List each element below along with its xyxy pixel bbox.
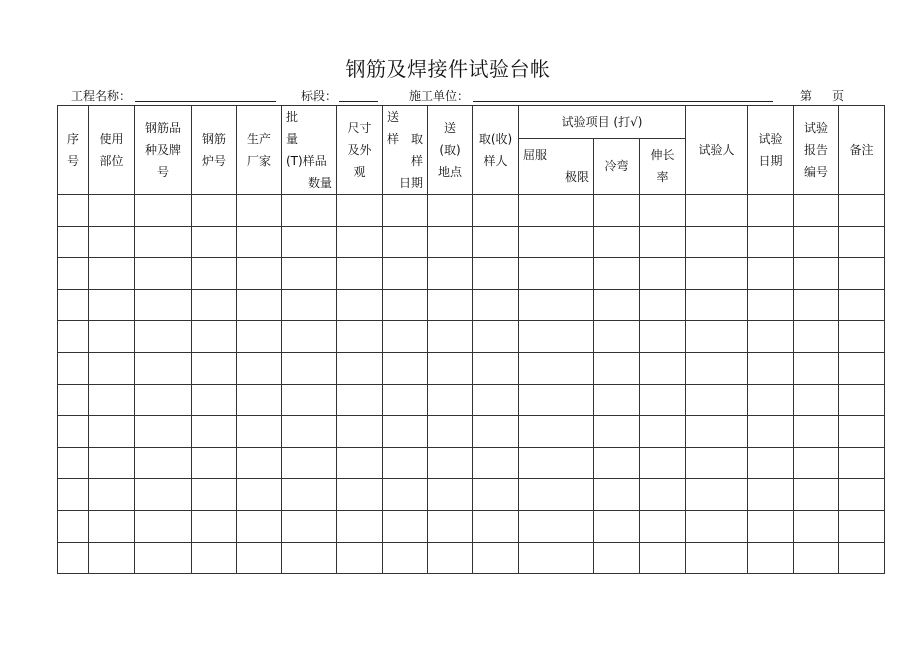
table-cell[interactable]	[383, 384, 428, 416]
table-cell[interactable]	[383, 510, 428, 542]
table-cell[interactable]	[839, 195, 885, 227]
table-cell[interactable]	[237, 479, 282, 511]
table-row	[58, 195, 885, 227]
table-cell[interactable]	[640, 226, 686, 258]
table-cell[interactable]	[473, 416, 519, 448]
table-cell[interactable]	[794, 479, 839, 511]
table-cell[interactable]	[686, 321, 748, 353]
table-cell[interactable]	[473, 321, 519, 353]
header-sampling-location: 送 (取) 地点	[428, 106, 473, 195]
table-cell[interactable]	[428, 416, 473, 448]
table-cell[interactable]	[794, 416, 839, 448]
table-cell[interactable]	[192, 447, 237, 479]
table-cell[interactable]	[839, 542, 885, 574]
header-report-number: 试验 报告 编号	[794, 106, 839, 195]
table-cell[interactable]	[519, 542, 594, 574]
table-cell[interactable]	[89, 226, 135, 258]
table-cell[interactable]	[748, 510, 794, 542]
table-cell[interactable]	[594, 447, 640, 479]
table-cell[interactable]	[135, 510, 192, 542]
table-cell[interactable]	[839, 510, 885, 542]
table-cell[interactable]	[473, 510, 519, 542]
table-cell[interactable]	[473, 479, 519, 511]
table-cell[interactable]	[237, 289, 282, 321]
table-row	[58, 416, 885, 448]
table-cell[interactable]	[135, 542, 192, 574]
table-cell[interactable]	[473, 447, 519, 479]
table-cell[interactable]	[237, 226, 282, 258]
table-cell[interactable]	[383, 479, 428, 511]
table-cell[interactable]	[748, 416, 794, 448]
table-cell[interactable]	[473, 226, 519, 258]
table-cell[interactable]	[89, 289, 135, 321]
table-cell[interactable]	[282, 352, 337, 384]
table-cell[interactable]	[839, 416, 885, 448]
table-cell[interactable]	[519, 447, 594, 479]
table-cell[interactable]	[686, 352, 748, 384]
table-cell[interactable]	[594, 195, 640, 227]
header-steel-grade: 钢筋品 种及牌 号	[135, 106, 192, 195]
table-cell[interactable]	[337, 226, 383, 258]
table-cell[interactable]	[594, 226, 640, 258]
table-cell[interactable]	[473, 289, 519, 321]
table-cell[interactable]	[640, 195, 686, 227]
table-cell[interactable]	[58, 226, 89, 258]
table-cell[interactable]	[135, 352, 192, 384]
header-seq: 序 号	[58, 106, 89, 195]
table-cell[interactable]	[794, 226, 839, 258]
table-cell[interactable]	[337, 510, 383, 542]
table-cell[interactable]	[237, 258, 282, 290]
table-cell[interactable]	[135, 447, 192, 479]
table-cell[interactable]	[794, 542, 839, 574]
header-elongation: 伸长 率	[640, 138, 686, 194]
table-cell[interactable]	[839, 384, 885, 416]
table-cell[interactable]	[383, 542, 428, 574]
table-cell[interactable]	[383, 321, 428, 353]
table-cell[interactable]	[282, 510, 337, 542]
table-cell[interactable]	[282, 289, 337, 321]
table-cell[interactable]	[89, 542, 135, 574]
table-cell[interactable]	[58, 447, 89, 479]
table-cell[interactable]	[89, 479, 135, 511]
table-cell[interactable]	[473, 195, 519, 227]
table-cell[interactable]	[135, 416, 192, 448]
table-cell[interactable]	[192, 510, 237, 542]
table-cell[interactable]	[428, 447, 473, 479]
table-cell[interactable]	[519, 416, 594, 448]
table-cell[interactable]	[282, 447, 337, 479]
section-field[interactable]	[339, 101, 378, 102]
table-cell[interactable]	[519, 258, 594, 290]
table-cell[interactable]	[594, 479, 640, 511]
table-cell[interactable]	[519, 321, 594, 353]
table-cell[interactable]	[89, 352, 135, 384]
table-cell[interactable]	[135, 289, 192, 321]
table-cell[interactable]	[58, 258, 89, 290]
table-cell[interactable]	[686, 289, 748, 321]
table-cell[interactable]	[519, 289, 594, 321]
table-cell[interactable]	[58, 384, 89, 416]
table-cell[interactable]	[473, 258, 519, 290]
table-cell[interactable]	[337, 321, 383, 353]
table-cell[interactable]	[640, 352, 686, 384]
table-cell[interactable]	[794, 384, 839, 416]
table-cell[interactable]	[337, 479, 383, 511]
table-cell[interactable]	[794, 195, 839, 227]
steel-test-ledger-table	[57, 105, 885, 574]
construction-unit-label: 施工单位：	[409, 89, 470, 103]
table-cell[interactable]	[135, 321, 192, 353]
table-cell[interactable]	[519, 479, 594, 511]
table-cell[interactable]	[428, 510, 473, 542]
table-cell[interactable]	[135, 226, 192, 258]
table-cell[interactable]	[839, 447, 885, 479]
table-cell[interactable]	[594, 258, 640, 290]
table-cell[interactable]	[594, 542, 640, 574]
table-cell[interactable]	[135, 384, 192, 416]
table-cell[interactable]	[192, 479, 237, 511]
table-cell[interactable]	[794, 258, 839, 290]
table-cell[interactable]	[640, 289, 686, 321]
table-row	[58, 384, 885, 416]
header-test-items: 试验项目 (打√)	[519, 106, 686, 139]
table-cell[interactable]	[428, 289, 473, 321]
table-cell[interactable]	[58, 510, 89, 542]
table-cell[interactable]	[383, 447, 428, 479]
table-cell[interactable]	[640, 258, 686, 290]
table-cell[interactable]	[428, 195, 473, 227]
table-cell[interactable]	[594, 289, 640, 321]
table-cell[interactable]	[383, 416, 428, 448]
table-cell[interactable]	[383, 289, 428, 321]
table-cell[interactable]	[519, 195, 594, 227]
table-cell[interactable]	[192, 226, 237, 258]
table-cell[interactable]	[519, 352, 594, 384]
table-cell[interactable]	[686, 384, 748, 416]
table-cell[interactable]	[473, 542, 519, 574]
table-cell[interactable]	[192, 321, 237, 353]
table-cell[interactable]	[594, 510, 640, 542]
page-suffix: 页	[832, 89, 845, 103]
header-heat-number: 钢筋 炉号	[192, 106, 237, 195]
table-cell[interactable]	[428, 321, 473, 353]
table-cell[interactable]	[192, 258, 237, 290]
table-cell[interactable]	[383, 226, 428, 258]
table-cell[interactable]	[686, 542, 748, 574]
table-cell[interactable]	[282, 542, 337, 574]
table-cell[interactable]	[282, 321, 337, 353]
table-cell[interactable]	[282, 384, 337, 416]
table-row	[58, 352, 885, 384]
header-size-appearance: 尺寸 及外 观	[337, 106, 383, 195]
table-cell[interactable]	[686, 226, 748, 258]
table-cell[interactable]	[58, 479, 89, 511]
table-cell[interactable]	[89, 258, 135, 290]
table-cell[interactable]	[748, 195, 794, 227]
table-cell[interactable]	[337, 352, 383, 384]
table-cell[interactable]	[337, 195, 383, 227]
table-cell[interactable]	[135, 479, 192, 511]
table-cell[interactable]	[839, 258, 885, 290]
table-row	[58, 258, 885, 290]
table-cell[interactable]	[89, 510, 135, 542]
table-cell[interactable]	[337, 447, 383, 479]
table-cell[interactable]	[192, 384, 237, 416]
table-cell[interactable]	[58, 542, 89, 574]
table-cell[interactable]	[89, 195, 135, 227]
table-cell[interactable]	[58, 352, 89, 384]
header-yield-limit: 屈服 极限	[519, 138, 594, 194]
table-cell[interactable]	[237, 542, 282, 574]
table-cell[interactable]	[794, 289, 839, 321]
table-cell[interactable]	[428, 226, 473, 258]
table-cell[interactable]	[192, 542, 237, 574]
table-cell[interactable]	[686, 195, 748, 227]
table-cell[interactable]	[428, 384, 473, 416]
table-cell[interactable]	[748, 226, 794, 258]
table-cell[interactable]	[519, 226, 594, 258]
table-cell[interactable]	[640, 510, 686, 542]
table-cell[interactable]	[748, 258, 794, 290]
table-cell[interactable]	[135, 195, 192, 227]
table-cell[interactable]	[519, 384, 594, 416]
table-cell[interactable]	[192, 352, 237, 384]
header-use-part: 使用 部位	[89, 106, 135, 195]
table-cell[interactable]	[237, 352, 282, 384]
table-cell[interactable]	[237, 510, 282, 542]
table-cell[interactable]	[383, 352, 428, 384]
table-cell[interactable]	[748, 447, 794, 479]
table-cell[interactable]	[686, 479, 748, 511]
table-cell[interactable]	[594, 352, 640, 384]
table-cell[interactable]	[748, 384, 794, 416]
table-cell[interactable]	[337, 384, 383, 416]
table-cell[interactable]	[640, 479, 686, 511]
table-cell[interactable]	[237, 384, 282, 416]
table-row	[58, 542, 885, 574]
table-cell[interactable]	[839, 289, 885, 321]
table-cell[interactable]	[594, 321, 640, 353]
table-row	[58, 479, 885, 511]
table-cell[interactable]	[748, 321, 794, 353]
header-tester: 试验人	[686, 106, 748, 195]
table-cell[interactable]	[640, 321, 686, 353]
table-cell[interactable]	[237, 447, 282, 479]
table-cell[interactable]	[337, 416, 383, 448]
table-cell[interactable]	[192, 416, 237, 448]
table-row	[58, 321, 885, 353]
table-row	[58, 289, 885, 321]
table-cell[interactable]	[748, 289, 794, 321]
table-cell[interactable]	[428, 258, 473, 290]
table-cell[interactable]	[686, 258, 748, 290]
table-cell[interactable]	[237, 416, 282, 448]
table-cell[interactable]	[89, 447, 135, 479]
table-cell[interactable]	[686, 510, 748, 542]
project-name-field[interactable]	[135, 101, 276, 102]
table-cell[interactable]	[839, 321, 885, 353]
table-cell[interactable]	[337, 289, 383, 321]
table-cell[interactable]	[519, 510, 594, 542]
header-batch-quantity: 批 量 (T)样品 数量	[282, 106, 337, 195]
table-cell[interactable]	[337, 542, 383, 574]
table-row	[58, 510, 885, 542]
table-cell[interactable]	[89, 416, 135, 448]
table-cell[interactable]	[839, 479, 885, 511]
table-cell[interactable]	[428, 542, 473, 574]
table-cell[interactable]	[594, 416, 640, 448]
page-prefix: 第	[800, 89, 813, 103]
table-cell[interactable]	[686, 416, 748, 448]
header-manufacturer: 生产 厂家	[237, 106, 282, 195]
table-cell[interactable]	[58, 416, 89, 448]
table-cell[interactable]	[282, 195, 337, 227]
table-cell[interactable]	[748, 479, 794, 511]
project-name-label: 工程名称：	[71, 89, 132, 103]
table-cell[interactable]	[473, 384, 519, 416]
header-sampling-date: 送 样 取 样 日期	[383, 106, 428, 195]
table-cell[interactable]	[594, 384, 640, 416]
page-title: 钢筋及焊接件试验台帐	[345, 57, 551, 81]
table-cell[interactable]	[282, 416, 337, 448]
table-cell[interactable]	[640, 447, 686, 479]
table-cell[interactable]	[282, 258, 337, 290]
table-cell[interactable]	[839, 352, 885, 384]
table-cell[interactable]	[794, 352, 839, 384]
table-cell[interactable]	[640, 542, 686, 574]
table-row	[58, 226, 885, 258]
table-cell[interactable]	[640, 416, 686, 448]
table-cell[interactable]	[794, 510, 839, 542]
table-cell[interactable]	[686, 447, 748, 479]
table-cell[interactable]	[237, 195, 282, 227]
table-row	[58, 447, 885, 479]
table-cell[interactable]	[794, 321, 839, 353]
table-cell[interactable]	[383, 195, 428, 227]
table-cell[interactable]	[135, 258, 192, 290]
table-cell[interactable]	[428, 479, 473, 511]
header-test-date: 试验 日期	[748, 106, 794, 195]
table-cell[interactable]	[282, 226, 337, 258]
table-cell[interactable]	[794, 447, 839, 479]
table-cell[interactable]	[237, 321, 282, 353]
table-cell[interactable]	[58, 321, 89, 353]
header-remarks: 备注	[839, 106, 885, 195]
table-cell[interactable]	[282, 479, 337, 511]
table-cell[interactable]	[58, 195, 89, 227]
table-cell[interactable]	[473, 352, 519, 384]
table-cell[interactable]	[89, 384, 135, 416]
table-cell[interactable]	[839, 226, 885, 258]
header-sampler: 取(收) 样人	[473, 106, 519, 195]
table-cell[interactable]	[640, 384, 686, 416]
table-cell[interactable]	[192, 195, 237, 227]
table-cell[interactable]	[748, 542, 794, 574]
construction-unit-field[interactable]	[473, 101, 773, 102]
table-cell[interactable]	[192, 289, 237, 321]
table-cell[interactable]	[383, 258, 428, 290]
section-label: 标段：	[301, 89, 338, 103]
table-cell[interactable]	[89, 321, 135, 353]
table-cell[interactable]	[428, 352, 473, 384]
table-cell[interactable]	[337, 258, 383, 290]
table-cell[interactable]	[748, 352, 794, 384]
table-cell[interactable]	[58, 289, 89, 321]
header-cold-bend: 冷弯	[594, 138, 640, 194]
